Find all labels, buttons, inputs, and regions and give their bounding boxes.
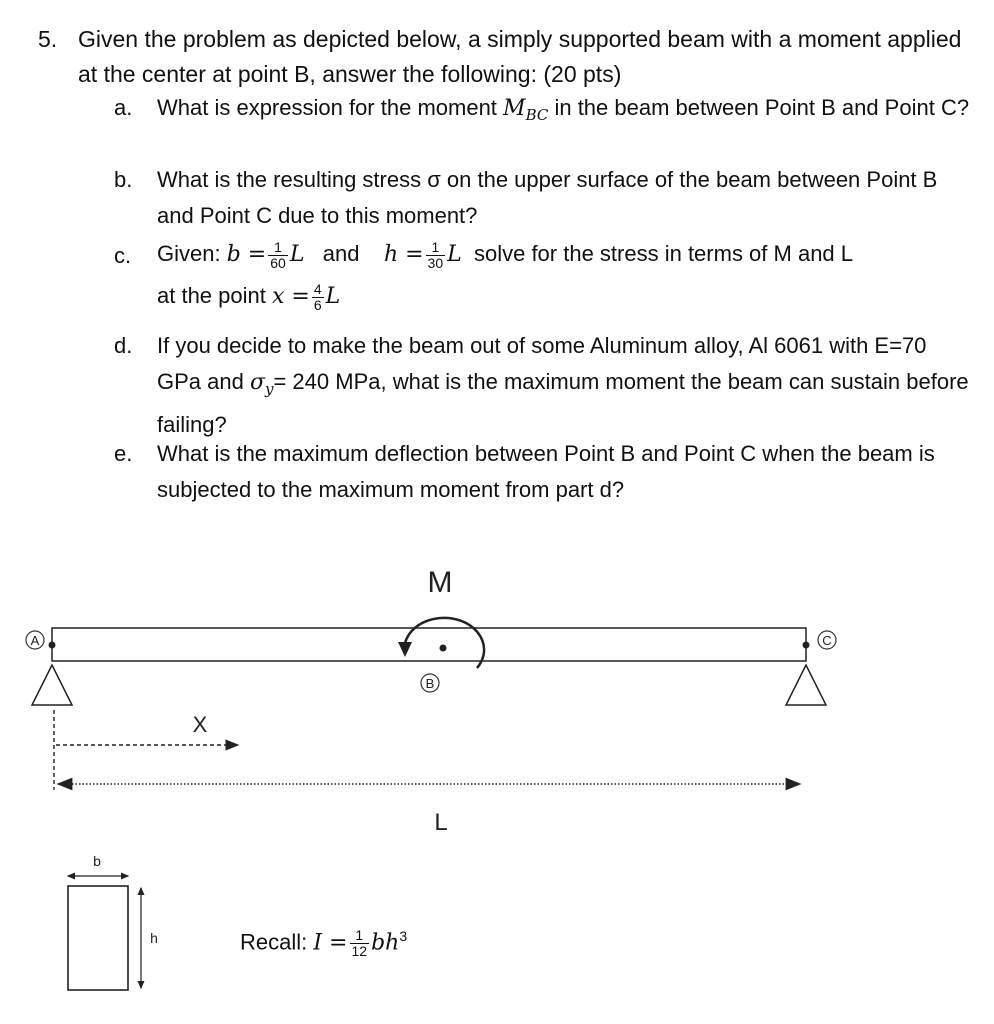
point-a-label: A (30, 633, 40, 648)
point-c-label: C (822, 633, 832, 648)
x-label: X (192, 712, 208, 737)
length-label: L (434, 809, 448, 836)
moment-label: M (427, 566, 453, 599)
point-b-label: B (425, 676, 435, 691)
moment-symbol: M (503, 96, 526, 121)
part-a-label: a. (114, 95, 133, 120)
cross-section (68, 886, 128, 990)
part-d-text: If you decide to make the beam out of some Aluminum alloy, Al 6061 with E=70 GPa and $\sigma_y= 240$ MPa, what is the maximum moment the beam can sustain before failing? (157, 333, 969, 437)
section-h-label: h (150, 930, 158, 946)
fraction-b: $\frac{1}{60}$ (270, 238, 286, 271)
fraction-x: $\frac{4}{6}$ (313, 280, 322, 313)
part-b-label: b. (114, 167, 133, 192)
beam (52, 628, 806, 661)
part-e-label: e. (114, 441, 133, 466)
support-c-triangle (786, 665, 826, 705)
part-c-text: Given: b = $\frac{1}{60}$ L and h = $\frac{1}{30}$ L solve for the stress in terms of M and L at the point x = $\frac{4}{6}$ L (157, 238, 854, 313)
center-point (440, 645, 447, 652)
part-a-text: What is expression for the moment $M_{BC}$ in the beam between Point B and Point C? (157, 95, 970, 124)
pin-a (49, 642, 56, 649)
section-b-label: b (93, 853, 101, 869)
part-c-label: c. (114, 243, 132, 268)
fraction-h: $\frac{1}{30}$ (427, 238, 444, 271)
pin-c (803, 642, 810, 649)
part-b-text: What is the resulting stress σ on the upper surface of the beam between Point B and Point C due to this moment? (157, 167, 938, 228)
part-d-label: d. (114, 333, 133, 358)
point-b-marker (421, 674, 439, 692)
part-e-text: What is the maximum deflection between Point B and Point C when the beam is subjected to the maximum moment from part d? (157, 441, 935, 502)
question-number: 5. (38, 26, 58, 52)
support-a-triangle (32, 665, 72, 705)
yield-sigma: σ (249, 370, 265, 395)
recall-formula: Recall: I = $\frac{1}{12}$ $bh^3$ (240, 927, 408, 960)
question-text: Given the problem as depicted below, a simply supported beam with a moment applied at the center at point B, answer the following: (20 pts) (78, 26, 962, 87)
point-c-marker (818, 631, 836, 649)
moment-subscript: BC (525, 106, 549, 124)
point-a-marker (26, 631, 44, 649)
fraction-recall: $\frac{1}{12}$ (351, 927, 368, 960)
